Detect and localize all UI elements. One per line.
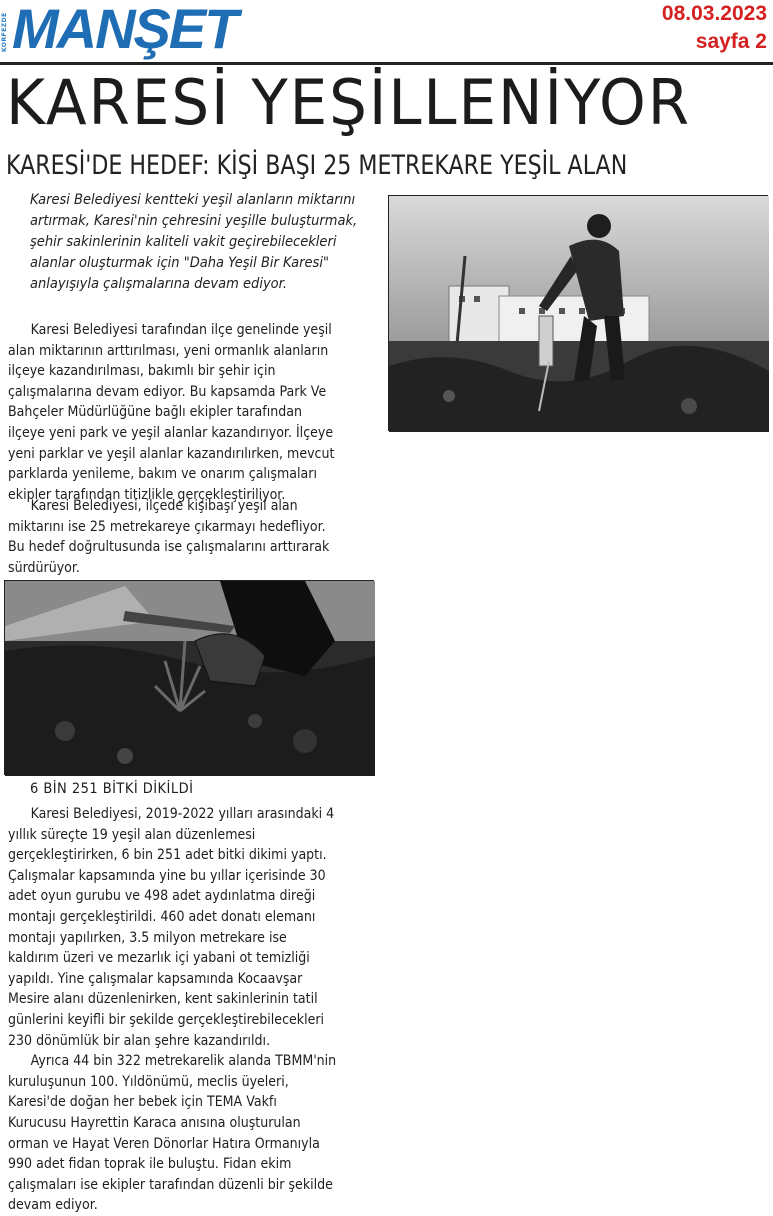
paragraph-line: Bahçeler Müdürlüğüne bağlı ekipler tarafından bbox=[8, 404, 302, 421]
paragraph-line: Karesi Belediyesi, ilçede kişibaşı yeşil alan bbox=[30, 498, 298, 514]
section-heading: 6 BİN 251 BİTKİ DİKİLDİ bbox=[30, 781, 194, 797]
lead-line: artırmak, Karesi'nin çehresini yeşille buluşturmak, bbox=[30, 213, 358, 229]
header-divider bbox=[0, 62, 773, 65]
lead-line: anlayışıyla çalışmalarına devam ediyor. bbox=[30, 276, 287, 292]
photo-worker-planting bbox=[388, 195, 768, 431]
lead-line: alanlar oluşturmak için "Daha Yeşil Bir Karesi" bbox=[30, 255, 329, 271]
paragraph-line: adet oyun gurubu ve 498 adet aydınlatma direği bbox=[8, 888, 316, 905]
paragraph-line: Bu hedef doğrultusunda ise çalışmalarını arttırarak bbox=[8, 539, 330, 556]
paragraph-line: 990 adet fidan toprak ile buluştu. Fidan ekim bbox=[8, 1156, 292, 1173]
lead-line: şehir sakinlerinin kaliteli vakit geçirebilecekleri bbox=[30, 234, 337, 250]
paragraph-line: ekipler tarafından titizlikle gerçekleştiriliyor. bbox=[8, 486, 286, 503]
paragraph-line: Ayrıca 44 bin 322 metrekarelik alanda TBMM'nin bbox=[30, 1053, 337, 1070]
paragraph-line: ilçeye kazandırılması, bakımlı bir şehir için bbox=[8, 363, 276, 380]
subheadline: KARESİ'DE HEDEF: KİŞİ BAŞI 25 METREKARE YEŞİL ALAN bbox=[6, 150, 628, 181]
article-paragraph-3 bbox=[8, 804, 373, 1216]
paragraph-line: sürdürüyor. bbox=[8, 559, 80, 576]
paragraph-line: Karesi'de doğan her bebek için TEMA Vakfı bbox=[8, 1094, 277, 1111]
paragraph-line: Çalışmalar kapsamında yine bu yıllar içerisinde 30 bbox=[8, 867, 326, 884]
logo-side-text: KÖRFEZDE bbox=[1, 12, 8, 52]
lead-paragraph bbox=[30, 190, 379, 295]
logo-wordmark: MANŞET bbox=[12, 0, 237, 60]
article-paragraph-1 bbox=[8, 320, 373, 505]
paragraph-line: ilçeye yeni park ve yeşil alanlar kazandırıyor. İlçeye bbox=[8, 424, 334, 441]
lead-line: Karesi Belediyesi kentteki yeşil alanların miktarını bbox=[30, 192, 356, 208]
paragraph-line: montajı gerçekleştirildi. 460 adet donatı elemanı bbox=[8, 908, 316, 925]
paragraph-line: günlerini keyifli bir şekilde gerçekleştirebilecekleri bbox=[8, 1011, 325, 1028]
masthead-logo bbox=[0, 0, 240, 58]
paragraph-line: montajı yapılırken, 3.5 milyon metrekare ise bbox=[8, 929, 287, 946]
paragraph-line: miktarını ise 25 metrekareye çıkarmayı hedefliyor. bbox=[8, 518, 326, 535]
headline: KARESİ YEŞİLLENİYOR bbox=[6, 66, 692, 139]
paragraph-line: çalışmalarına devam ediyor. Bu kapsamda Park Ve bbox=[8, 383, 327, 400]
publication-date: 08.03.2023 bbox=[661, 2, 767, 25]
page-number: sayfa 2 bbox=[695, 30, 767, 53]
paragraph-line: alan miktarının arttırılması, yeni ormanlık alanların bbox=[8, 342, 329, 359]
photo-seedling-hands bbox=[4, 580, 374, 775]
paragraph-line: 230 dönümlük bir alan şehre kazandırıldı. bbox=[8, 1032, 270, 1049]
paragraph-line: parklarda yenileme, bakım ve onarım çalışmaları bbox=[8, 466, 317, 483]
paragraph-line: devam ediyor. bbox=[8, 1197, 98, 1214]
paragraph-line: yıllık süreçte 19 yeşil alan düzenlemesi bbox=[8, 826, 256, 843]
paragraph-line: Mesire alanı düzenlenirken, kent sakinlerinin tatil bbox=[8, 991, 318, 1008]
paragraph-line: Kurucusu Hayrettin Karaca anısına oluşturulan bbox=[8, 1114, 301, 1131]
paragraph-line: Karesi Belediyesi, 2019-2022 yılları arasındaki 4 bbox=[30, 806, 335, 822]
article-paragraph-2 bbox=[8, 496, 373, 578]
paragraph-line: gerçekleştirirken, 6 bin 251 adet bitki dikimi yaptı. bbox=[8, 847, 327, 864]
paragraph-line: kaldırım üzeri ve mezarlık içi yabani ot temizliği bbox=[8, 950, 310, 967]
paragraph-line: yapıldı. Yine çalışmalar kapsamında Kocaavşar bbox=[8, 970, 303, 987]
paragraph-line: yeni parklar ve yeşil alanlar kazandırılırken, mevcut bbox=[8, 445, 335, 462]
paragraph-line: Karesi Belediyesi tarafından ilçe genelinde yeşil bbox=[30, 322, 332, 338]
paragraph-line: çalışmaları ise ekipler tarafından düzenli bir şekilde bbox=[8, 1176, 333, 1193]
paragraph-line: kuruluşunun 100. Yıldönümü, meclis üyeleri, bbox=[8, 1073, 289, 1090]
paragraph-line: orman ve Hayat Veren Dönorlar Hatıra Ormanıyla bbox=[8, 1135, 320, 1152]
